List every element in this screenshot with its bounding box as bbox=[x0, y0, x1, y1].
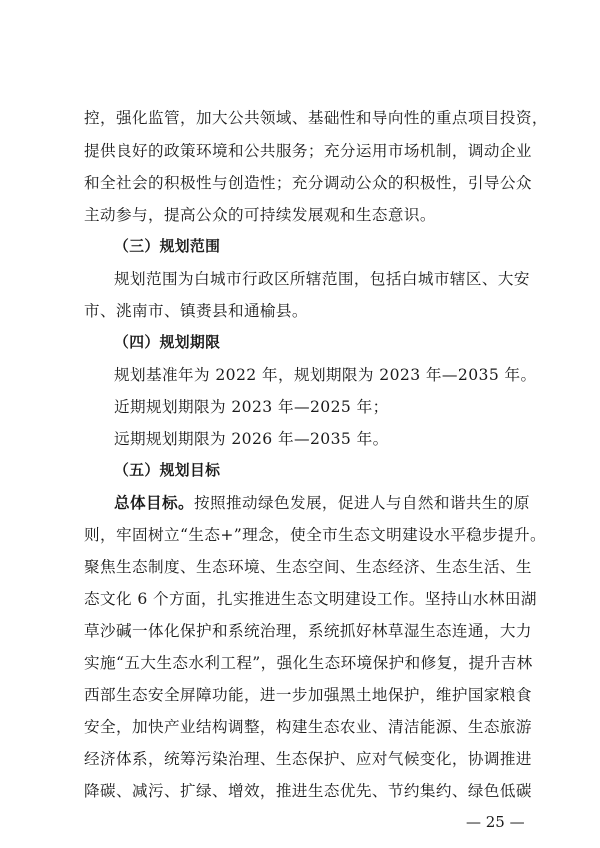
body-text-line bbox=[114, 492, 530, 514]
body-text-line: 规划范围为白城市行政区所辖范围，包括白城市辖区、大安 bbox=[114, 270, 530, 288]
lead-text: 按照推动绿色发展，促进人与自然和谐共生的原 bbox=[193, 494, 530, 512]
body-text-line: 市、洮南市、镇赉县和通榆县。 bbox=[84, 302, 308, 320]
body-text-line: 远期规划期限为 2026 年—2035 年。 bbox=[114, 430, 389, 448]
body-text-line: 西部生态安全屏障功能，进一步加强黑土地保护，维护国家粮食 bbox=[84, 686, 532, 704]
section-heading: （四）规划期限 bbox=[114, 334, 221, 351]
body-text-line: 近期规划期限为 2023 年—2025 年； bbox=[114, 398, 389, 416]
section-heading: （三）规划范围 bbox=[114, 238, 221, 255]
body-text-line: 提供良好的政策环境和公共服务；充分运用市场机制，调动企业 bbox=[84, 142, 532, 160]
body-text-line: 主动参与，提高公众的可持续发展观和生态意识。 bbox=[84, 206, 436, 224]
page-number: — 25 — bbox=[466, 813, 525, 831]
body-text-line: 安全，加快产业结构调整，构建生态农业、清洁能源、生态旅游 bbox=[84, 718, 532, 736]
body-text-line: 规划基准年为 2022 年，规划期限为 2023 年—2035 年。 bbox=[114, 366, 537, 384]
body-text-line: 和全社会的积极性与创造性；充分调动公众的积极性，引导公众 bbox=[84, 174, 532, 192]
body-text-line: 控，强化监管，加大公共领域、基础性和导向性的重点项目投资， bbox=[84, 109, 548, 127]
section-heading: （五）规划目标 bbox=[114, 462, 221, 479]
body-text-line: 聚焦生态制度、生态环境、生态空间、生态经济、生态生活、生 bbox=[84, 558, 532, 576]
body-text-line: 降碳、减污、扩绿、增效，推进生态优先、节约集约、绿色低碳 bbox=[84, 782, 532, 800]
body-text-line: 则，牢固树立“生态+”理念，使全市生态文明建设水平稳步提升。 bbox=[84, 526, 547, 544]
body-text-line: 态文化 6 个方面，扎实推进生态文明建设工作。坚持山水林田湖 bbox=[84, 590, 537, 608]
body-text-line: 实施“五大生态水利工程”，强化生态环境保护和修复，提升吉林 bbox=[84, 654, 533, 672]
lead-label: 总体目标。 bbox=[114, 494, 194, 512]
body-text-line: 经济体系，统筹污染治理、生态保护、应对气候变化，协调推进 bbox=[84, 750, 532, 768]
body-text-line: 草沙碱一体化保护和系统治理，系统抓好林草湿生态连通，大力 bbox=[84, 622, 532, 640]
